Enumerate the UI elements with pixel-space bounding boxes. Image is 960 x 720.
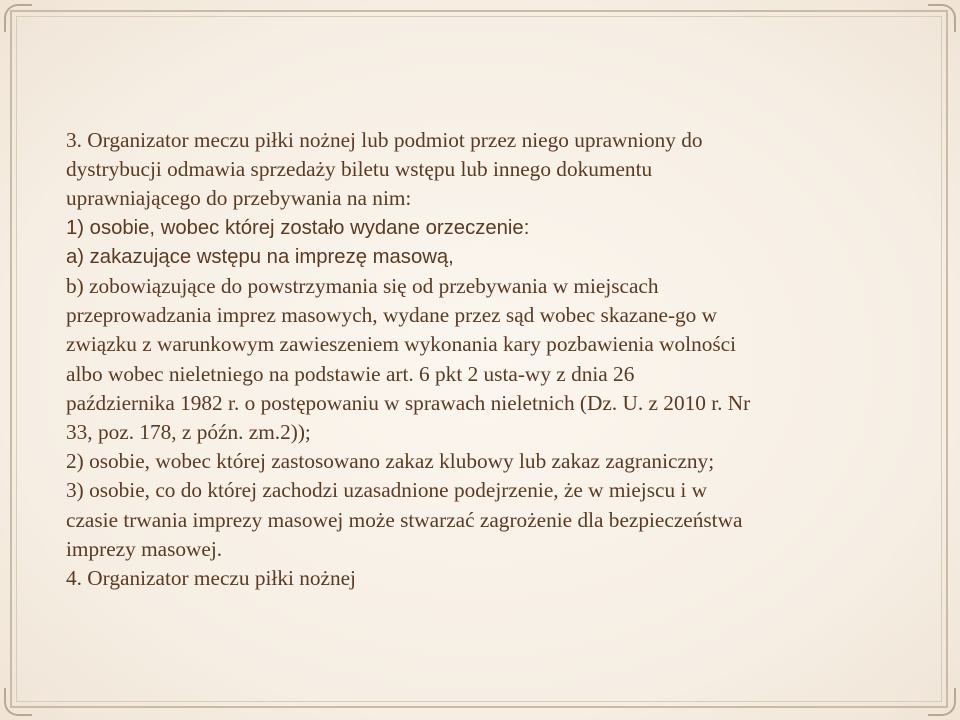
slide-body-text xyxy=(66,126,906,593)
frame-corner-ornament xyxy=(928,688,956,716)
frame-corner-ornament xyxy=(928,4,956,32)
text-line: imprezy masowej. xyxy=(66,536,223,561)
text-line: przeprowadzania imprez masowych, wydane przez sąd wobec skazane-go w xyxy=(66,303,718,328)
text-line: albo wobec nieletniego na podstawie art. 6 pkt 2 usta-wy z dnia 26 xyxy=(66,361,635,386)
text-line: 4. Organizator meczu piłki nożnej xyxy=(66,566,356,591)
text-line: czasie trwania imprezy masowej może stwarzać zagrożenie dla bezpieczeństwa xyxy=(66,507,743,532)
text-line: 33, poz. 178, z późn. zm.2)); xyxy=(66,420,311,445)
text-line: związku z warunkowym zawieszeniem wykonania kary pozbawienia wolności xyxy=(66,332,737,357)
text-line: 1) osobie, wobec której zostało wydane orzeczenie: xyxy=(66,216,530,239)
text-line: października 1982 r. o postępowaniu w sprawach nieletnich (Dz. U. z 2010 r. Nr xyxy=(66,390,751,415)
text-line: 3) osobie, co do której zachodzi uzasadnione podejrzenie, że w miejscu i w xyxy=(66,478,708,503)
text-line: uprawniającego do przebywania na nim: xyxy=(66,186,412,211)
frame-corner-ornament xyxy=(4,4,32,32)
text-line: b) zobowiązujące do powstrzymania się od przebywania w miejscach xyxy=(66,274,659,299)
text-line: dystrybucji odmawia sprzedaży biletu wstępu lub innego dokumentu xyxy=(66,157,653,182)
frame-corner-ornament xyxy=(4,688,32,716)
text-line: 2) osobie, wobec której zastosowano zakaz klubowy lub zakaz zagraniczny; xyxy=(66,449,715,474)
text-line: a) zakazujące wstępu na imprezę masową, xyxy=(66,245,454,268)
text-line: 3. Organizator meczu piłki nożnej lub podmiot przez niego uprawniony do xyxy=(66,128,703,152)
